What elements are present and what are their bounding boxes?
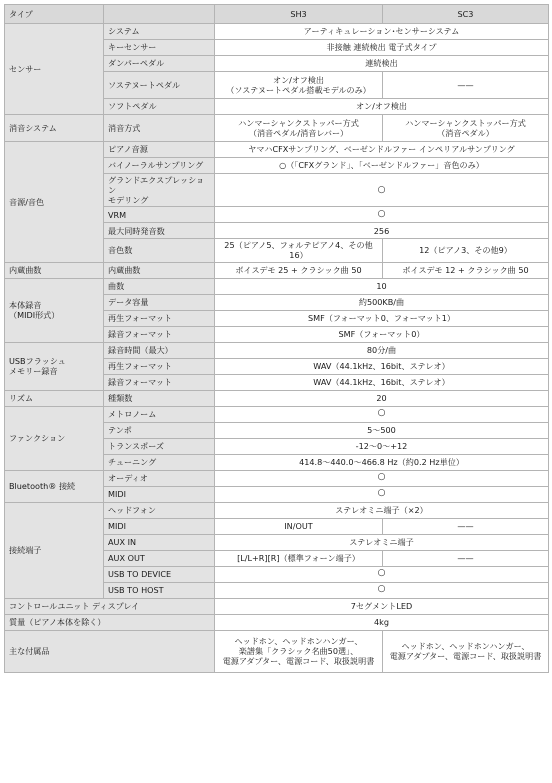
table-row xyxy=(5,598,549,614)
check-mark: ○ xyxy=(215,470,549,486)
spec-value: 20 xyxy=(215,390,549,406)
spec-table xyxy=(4,4,549,673)
spec-value: 7セグメントLED xyxy=(215,598,549,614)
spec-value: 80分/曲 xyxy=(215,342,549,358)
spec-value-sc3: —— xyxy=(383,550,549,566)
header-model-sc3: SC3 xyxy=(383,5,549,24)
spec-value-sc3: 12（ピアノ3、その他9） xyxy=(383,239,549,262)
spec-item-label: 最大同時発音数 xyxy=(104,223,215,239)
header-model-sh3: SH3 xyxy=(215,5,383,24)
category-label: 本体録音 （MIDI形式） xyxy=(5,278,104,342)
spec-value: 連続検出 xyxy=(215,56,549,72)
spec-item-label: キーセンサー xyxy=(104,40,215,56)
spec-value: ヤマハCFXサンプリング、ベーゼンドルファー インペリアルサンプリング xyxy=(215,142,549,158)
table-header-row xyxy=(5,5,549,24)
spec-value: ○（「CFXグランド」、「ベーゼンドルファー」音色のみ） xyxy=(215,158,549,174)
spec-value-sc3: ヘッドホン、ヘッドホンハンガー、 電源アダプター、電源コード、取扱説明書 xyxy=(383,630,549,672)
spec-value: 414.8～440.0～466.8 Hz（約0.2 Hz単位） xyxy=(215,454,549,470)
spec-item-label: システム xyxy=(104,24,215,40)
check-mark: ○ xyxy=(215,582,549,598)
spec-value: 約500KB/曲 xyxy=(215,294,549,310)
check-mark: ○ xyxy=(215,406,549,422)
table-row xyxy=(5,278,549,294)
spec-item-label: USB TO HOST xyxy=(104,582,215,598)
spec-item-label: 音色数 xyxy=(104,239,215,262)
spec-item-label: 再生フォーマット xyxy=(104,310,215,326)
header-type: タイプ xyxy=(5,5,104,24)
table-row xyxy=(5,342,549,358)
spec-value-sc3: ボイスデモ 12 + クラシック曲 50 xyxy=(383,262,549,278)
spec-item-label: 曲数 xyxy=(104,278,215,294)
spec-value: ステレオミニ端子 xyxy=(215,534,549,550)
check-mark: ○ xyxy=(215,566,549,582)
table-row xyxy=(5,262,549,278)
spec-item-label: テンポ xyxy=(104,422,215,438)
spec-value: SMF（フォーマット0） xyxy=(215,326,549,342)
spec-value-sh3: 25（ピアノ5、フォルテピアノ4、その他16） xyxy=(215,239,383,262)
spec-item-label: グランドエクスプレッション モデリング xyxy=(104,174,215,207)
table-row xyxy=(5,614,549,630)
spec-value-sc3: —— xyxy=(383,518,549,534)
check-mark: ○ xyxy=(215,207,549,223)
spec-item-label: 種類数 xyxy=(104,390,215,406)
spec-item-label: MIDI xyxy=(104,518,215,534)
spec-item-label: USB TO DEVICE xyxy=(104,566,215,582)
spec-value-sh3: ハンマーシャンクストッパー方式 （消音ペダル/消音レバー） xyxy=(215,115,383,142)
check-mark: ○ xyxy=(215,486,549,502)
spec-value-sh3: ボイスデモ 25 + クラシック曲 50 xyxy=(215,262,383,278)
spec-item-label: MIDI xyxy=(104,486,215,502)
spec-value: WAV（44.1kHz、16bit、ステレオ） xyxy=(215,358,549,374)
category-label: 接続端子 xyxy=(5,502,104,598)
spec-value-sc3: ハンマーシャンクストッパー方式 （消音ペダル） xyxy=(383,115,549,142)
spec-value: オン/オフ検出 xyxy=(215,99,549,115)
spec-item-label: メトロノーム xyxy=(104,406,215,422)
category-label: 質量（ピアノ本体を除く） xyxy=(5,614,215,630)
spec-item-label: チューニング xyxy=(104,454,215,470)
spec-item-label: 再生フォーマット xyxy=(104,358,215,374)
spec-item-label: VRM xyxy=(104,207,215,223)
spec-value-sh3: オン/オフ検出 （ソステヌートペダル搭載モデルのみ） xyxy=(215,72,383,99)
table-row xyxy=(5,630,549,672)
spec-value: アーティキュレーション･センサーシステム xyxy=(215,24,549,40)
spec-item-label: 消音方式 xyxy=(104,115,215,142)
table-row xyxy=(5,502,549,518)
spec-value: WAV（44.1kHz、16bit、ステレオ） xyxy=(215,374,549,390)
category-label: 音源/音色 xyxy=(5,142,104,263)
spec-item-label: ダンパーペダル xyxy=(104,56,215,72)
spec-item-label: オーディオ xyxy=(104,470,215,486)
spec-item-label: 録音フォーマット xyxy=(104,374,215,390)
spec-value: 10 xyxy=(215,278,549,294)
spec-table-body xyxy=(5,24,549,673)
spec-item-label: データ容量 xyxy=(104,294,215,310)
spec-item-label: ヘッドフォン xyxy=(104,502,215,518)
check-mark: ○ xyxy=(215,174,549,207)
category-label: 主な付属品 xyxy=(5,630,215,672)
spec-value: SMF（フォーマット0、フォーマット1） xyxy=(215,310,549,326)
spec-value: 非接触 連続検出 電子式タイプ xyxy=(215,40,549,56)
category-label: Bluetooth® 接続 xyxy=(5,470,104,502)
table-row xyxy=(5,390,549,406)
spec-value-sc3: —— xyxy=(383,72,549,99)
category-label: センサー xyxy=(5,24,104,115)
table-row xyxy=(5,142,549,158)
spec-value: ステレオミニ端子（×2） xyxy=(215,502,549,518)
spec-item-label: トランスポーズ xyxy=(104,438,215,454)
spec-value-sh3: ヘッドホン、ヘッドホンハンガー、 楽譜集「クラシック名曲50選」、 電源アダプター、電源コード、取扱説明書 xyxy=(215,630,383,672)
category-label: ファンクション xyxy=(5,406,104,470)
category-label: 内蔵曲数 xyxy=(5,262,104,278)
table-row xyxy=(5,470,549,486)
category-label: コントロールユニット ディスプレイ xyxy=(5,598,215,614)
category-label: 消音システム xyxy=(5,115,104,142)
spec-value: 4kg xyxy=(215,614,549,630)
spec-item-label: 録音フォーマット xyxy=(104,326,215,342)
spec-item-label: ソフトペダル xyxy=(104,99,215,115)
spec-item-label: バイノーラルサンプリング xyxy=(104,158,215,174)
spec-item-label: AUX OUT xyxy=(104,550,215,566)
spec-item-label: ソステヌートペダル xyxy=(104,72,215,99)
spec-item-label: 録音時間（最大） xyxy=(104,342,215,358)
spec-value: 256 xyxy=(215,223,549,239)
table-row xyxy=(5,115,549,142)
spec-item-label: ピアノ音源 xyxy=(104,142,215,158)
table-row xyxy=(5,24,549,40)
category-label: リズム xyxy=(5,390,104,406)
spec-value-sh3: IN/OUT xyxy=(215,518,383,534)
table-row xyxy=(5,406,549,422)
spec-item-label: AUX IN xyxy=(104,534,215,550)
spec-value: 5～500 xyxy=(215,422,549,438)
spec-value-sh3: [L/L+R][R]（標準フォーン端子） xyxy=(215,550,383,566)
spec-value: -12～0～+12 xyxy=(215,438,549,454)
spec-item-label: 内蔵曲数 xyxy=(104,262,215,278)
category-label: USBフラッシュ メモリー録音 xyxy=(5,342,104,390)
